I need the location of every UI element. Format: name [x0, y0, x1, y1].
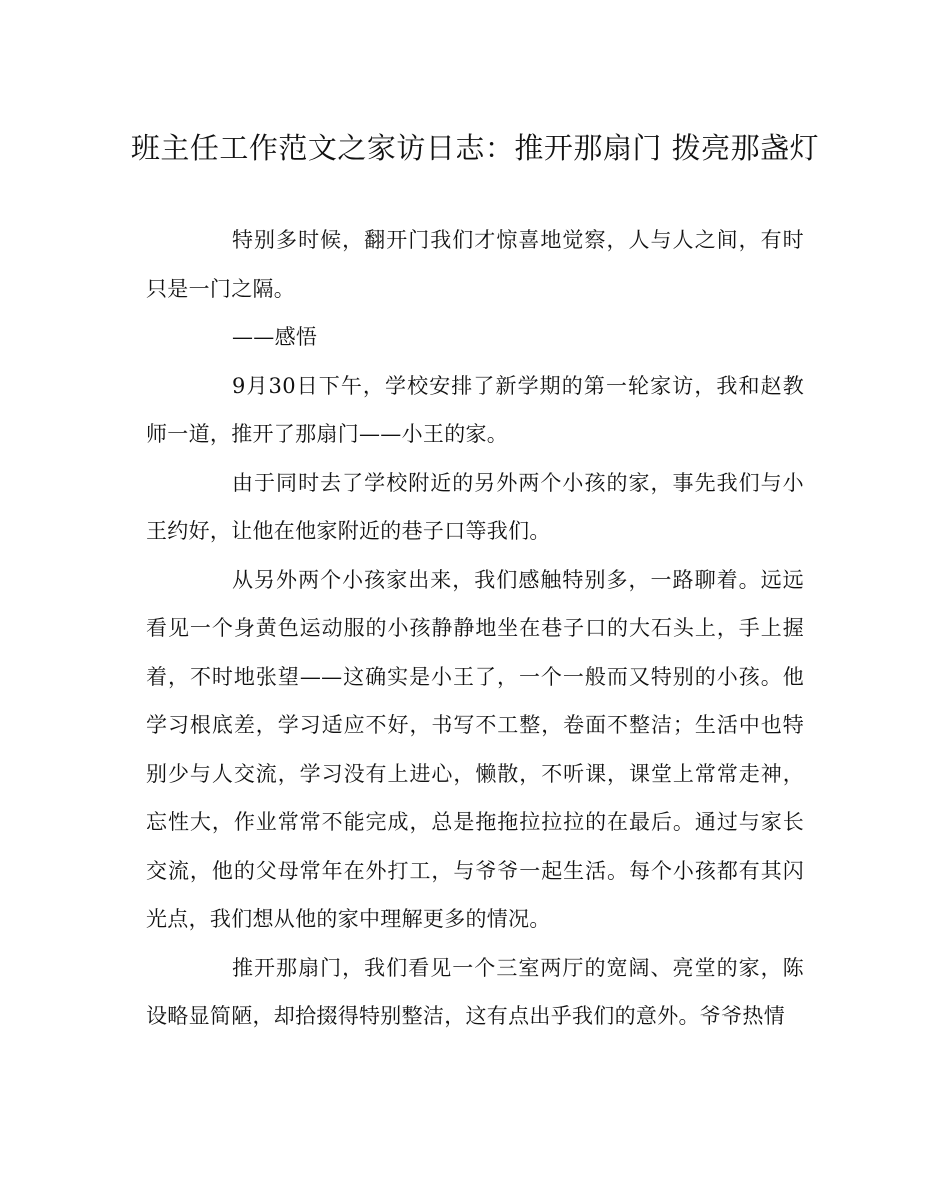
- paragraph-arrangement: 由于同时去了学校附近的另外两个小孩的家，事先我们与小王约好，让他在他家附近的巷子口等我们。: [146, 470, 804, 543]
- document-title: 班主任工作范文之家访日志：推开那扇门 拨亮那盏灯: [130, 131, 820, 165]
- paragraph-visit-date: 9月30日下午，学校安排了新学期的第一轮家访，我和赵教师一道，推开了那扇门——小王的家。: [146, 373, 804, 446]
- paragraph-student-description: 从另外两个小孩家出来，我们感触特别多，一路聊着。远远看见一个身黄色运动服的小孩静静地坐在巷子口的大石头上，手上握着，不时地张望——这确实是小王了，一个一般而又特别的小孩。他学习根底差，学习适应不好，书写不工整，卷面不整洁；生活中也特别少与人交流，学习没有上进心，懒散，不听课，课堂上常常走神，忘性大，作业常常不能完成，总是拖拖拉拉拉的在最后。通过与家长交流，他的父母常年在外打工，与爷爷一起生活。每个小孩都有其闪光点，我们想从他的家中理解更多的情况。: [146, 567, 804, 931]
- paragraph-epigraph: 特别多时候，翻开门我们才惊喜地觉察，人与人之间，有时只是一门之隔。: [146, 228, 804, 301]
- paragraph-home-visit: 推开那扇门，我们看见一个三室两厅的宽阔、亮堂的家，陈设略显简陋，却拾掇得特别整洁，这有点出乎我们的意外。爷爷热情: [146, 955, 804, 1028]
- paragraph-attribution: ——感悟: [232, 325, 318, 349]
- document-body: [146, 216, 804, 1041]
